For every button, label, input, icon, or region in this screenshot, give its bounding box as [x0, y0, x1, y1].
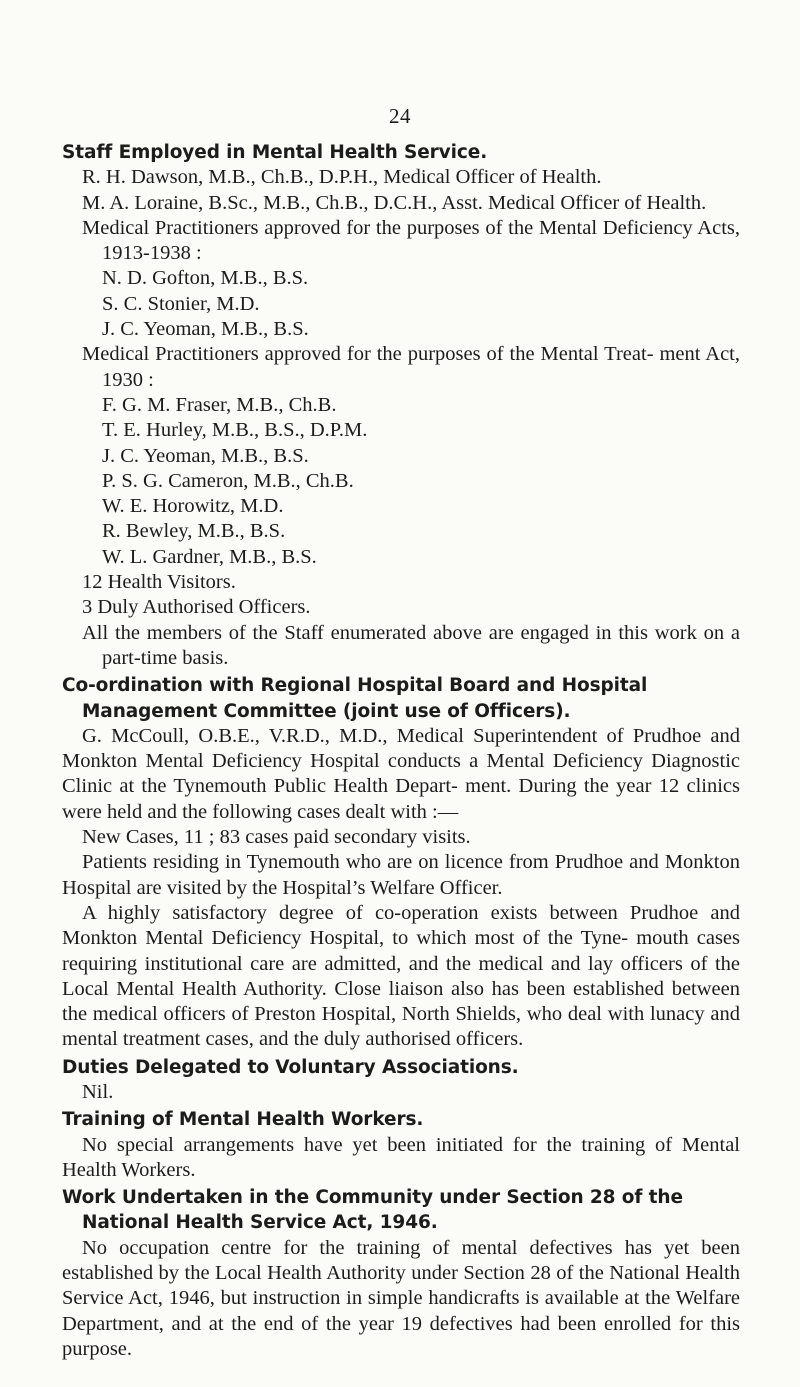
mta-practitioners-heading: Medical Practitioners approved for the purposes of the Mental Treat- ment Act, 1930 :	[82, 343, 740, 391]
mta-practitioner-item: T. E. Hurley, M.B., B.S., D.P.M.	[102, 419, 368, 442]
staff-line-dawson: R. H. Dawson, M.B., Ch.B., D.P.H., Medical Officer of Health.	[82, 166, 602, 189]
authorised-officers-count: 3 Duly Authorised Officers.	[82, 596, 311, 619]
section-heading-training: Training of Mental Health Workers.	[62, 1109, 424, 1131]
mda-practitioners-heading: Medical Practitioners approved for the purposes of the Mental Deficiency Acts, 1913-1938 :	[82, 216, 740, 265]
health-visitors-count: 12 Health Visitors.	[82, 571, 236, 594]
coordination-paragraph: A highly satisfactory degree of co-operation exists between Prudhoe and Monkton Mental Deficiency Hospital, to which most of the Tyne- mouth cases requiring institutional care are admitted, and the medical and lay officers of the Local Mental Health Authority. Close liaison also has been established between the medical officers of Preston Hospital, North Shields, who deal with lunacy and mental treatment cases, and the duly authorised officers.	[62, 901, 740, 1051]
coordination-paragraph: Patients residing in Tynemouth who are on licence from Prudhoe and Monkton Hospital are visited by the Hospital’s Welfare Officer.	[62, 851, 740, 899]
mta-practitioner-item: P. S. G. Cameron, M.B., Ch.B.	[102, 469, 354, 492]
voluntary-body: Nil.	[82, 1080, 114, 1103]
coordination-cases-line: New Cases, 11 ; 83 cases paid secondary visits.	[82, 826, 471, 849]
mta-practitioner-item: J. C. Yeoman, M.B., B.S.	[102, 444, 309, 467]
section-heading-community-work: Work Undertaken in the Community under Section 28 of the National Health Service Act, 1946.	[62, 1187, 683, 1234]
section-heading-coordination: Co-ordination with Regional Hospital Board and Hospital Management Committee (joint use of Officers).	[62, 675, 648, 722]
page-content	[62, 140, 740, 1362]
coordination-paragraph: G. McCoull, O.B.E., V.R.D., M.D., Medical Superintendent of Prudhoe and Monkton Mental Deficiency Hospital conducts a Mental Deficiency Diagnostic Clinic at the Tynemouth Public Health Depart- ment. During the year 12 clinics were held and the following cases dealt with :—	[62, 724, 740, 823]
community-work-body: No occupation centre for the training of mental defectives has yet been established by the Local Health Authority under Section 28 of the National Health Service Act, 1946, but instruction in simple handicrafts is available at the Welfare Department, and at the end of the year 19 defectives had been enrolled for this purpose.	[62, 1236, 740, 1360]
training-body: No special arrangements have yet been initiated for the training of Mental Health Workers.	[62, 1133, 740, 1181]
staff-line-loraine: M. A. Loraine, B.Sc., M.B., Ch.B., D.C.H., Asst. Medical Officer of Health.	[82, 191, 707, 214]
mta-practitioner-item: R. Bewley, M.B., B.S.	[102, 520, 286, 543]
page-number: 24	[389, 104, 411, 128]
mta-practitioner-item: W. E. Horowitz, M.D.	[102, 495, 284, 518]
mda-practitioner-item: J. C. Yeoman, M.B., B.S.	[102, 318, 309, 341]
section-heading-voluntary: Duties Delegated to Voluntary Associations.	[62, 1056, 519, 1078]
part-time-note: All the members of the Staff enumerated above are engaged in this work on a part-time basis.	[82, 621, 740, 669]
mta-practitioner-item: W. L. Gardner, M.B., B.S.	[102, 545, 317, 568]
mda-practitioner-item: S. C. Stonier, M.D.	[102, 292, 260, 315]
mta-practitioner-item: F. G. M. Fraser, M.B., Ch.B.	[102, 393, 337, 416]
section-heading-staff: Staff Employed in Mental Health Service.	[62, 142, 488, 163]
mda-practitioner-item: N. D. Gofton, M.B., B.S.	[102, 267, 309, 290]
